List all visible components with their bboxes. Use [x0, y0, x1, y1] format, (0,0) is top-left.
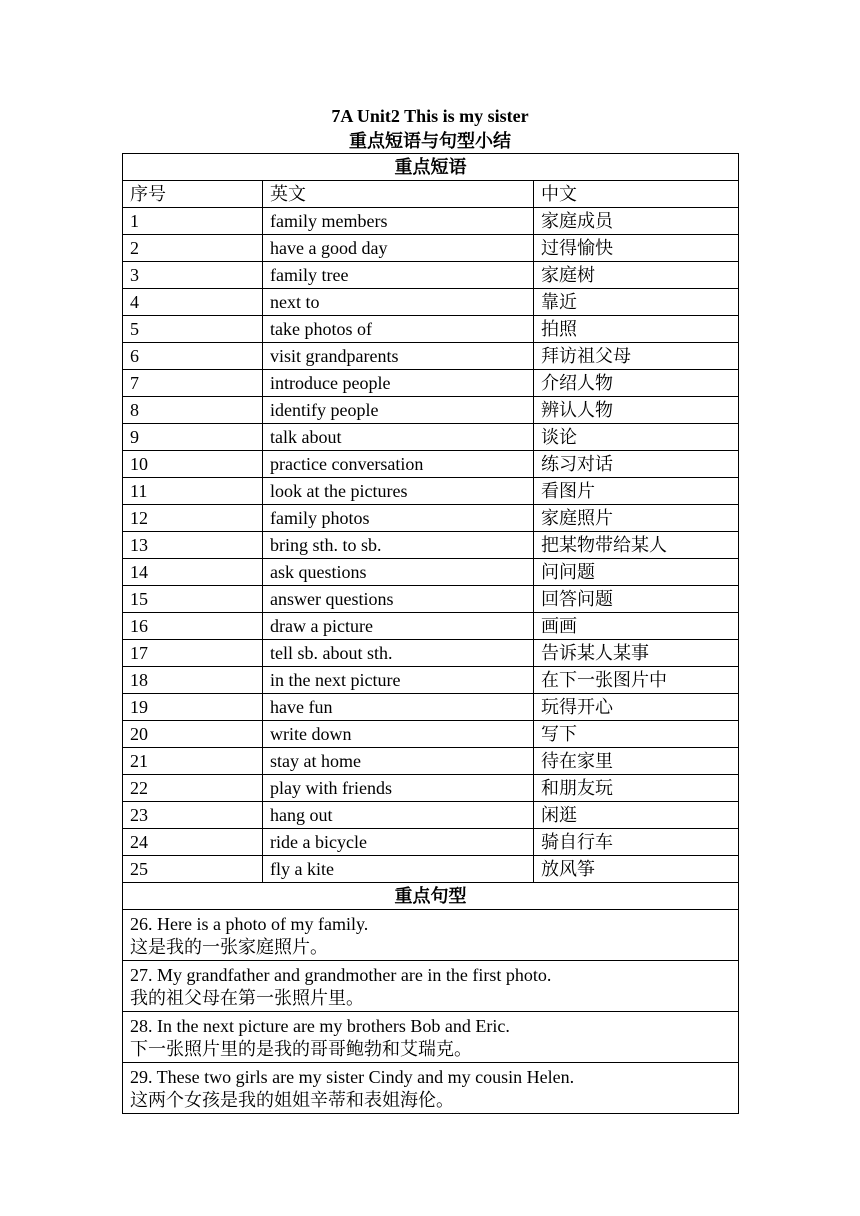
- phrase-row: [123, 559, 739, 586]
- phrase-row: [123, 640, 739, 667]
- phrase-english: next to: [263, 289, 534, 316]
- phrase-row: [123, 343, 739, 370]
- sentence-row: [123, 1063, 739, 1114]
- phrase-english: family members: [263, 208, 534, 235]
- phrase-english: answer questions: [263, 586, 534, 613]
- phrase-chinese: 放风筝: [534, 856, 739, 883]
- phrase-chinese: 家庭成员: [534, 208, 739, 235]
- phrase-number: 6: [123, 343, 263, 370]
- sentence-row: [123, 910, 739, 961]
- phrase-number: 4: [123, 289, 263, 316]
- phrase-row: [123, 451, 739, 478]
- phrase-number: 17: [123, 640, 263, 667]
- phrase-number: 25: [123, 856, 263, 883]
- phrase-row: [123, 829, 739, 856]
- phrase-number: 24: [123, 829, 263, 856]
- phrase-english: ride a bicycle: [263, 829, 534, 856]
- phrase-number: 2: [123, 235, 263, 262]
- phrase-chinese: 回答问题: [534, 586, 739, 613]
- phrase-row: [123, 289, 739, 316]
- phrase-chinese: 过得愉快: [534, 235, 739, 262]
- phrase-row: [123, 478, 739, 505]
- phrase-row: [123, 397, 739, 424]
- phrase-english: look at the pictures: [263, 478, 534, 505]
- phrase-row: [123, 424, 739, 451]
- phrase-number: 16: [123, 613, 263, 640]
- phrase-chinese: 谈论: [534, 424, 739, 451]
- phrase-number: 21: [123, 748, 263, 775]
- sentence-chinese: 这是我的一张家庭照片。: [130, 936, 328, 957]
- phrase-chinese: 练习对话: [534, 451, 739, 478]
- phrase-english: take photos of: [263, 316, 534, 343]
- phrase-row: [123, 208, 739, 235]
- phrase-number: 7: [123, 370, 263, 397]
- header-row: [123, 181, 739, 208]
- phrases-section-row: [123, 154, 739, 181]
- phrase-row: [123, 262, 739, 289]
- phrase-row: [123, 775, 739, 802]
- phrase-chinese: 看图片: [534, 478, 739, 505]
- sentence-cell: [123, 1012, 739, 1063]
- phrase-chinese: 介绍人物: [534, 370, 739, 397]
- phrase-row: [123, 694, 739, 721]
- phrase-number: 23: [123, 802, 263, 829]
- header-english: 英文: [263, 181, 534, 208]
- phrase-number: 12: [123, 505, 263, 532]
- phrase-english: identify people: [263, 397, 534, 424]
- phrase-english: in the next picture: [263, 667, 534, 694]
- phrase-row: [123, 586, 739, 613]
- phrase-chinese: 和朋友玩: [534, 775, 739, 802]
- phrase-number: 14: [123, 559, 263, 586]
- phrase-english: stay at home: [263, 748, 534, 775]
- phrase-chinese: 画画: [534, 613, 739, 640]
- phrase-number: 8: [123, 397, 263, 424]
- phrase-chinese: 家庭树: [534, 262, 739, 289]
- sentence-cell: [123, 1063, 739, 1114]
- phrase-number: 19: [123, 694, 263, 721]
- phrase-row: [123, 667, 739, 694]
- phrase-row: [123, 802, 739, 829]
- sentence-cell: [123, 910, 739, 961]
- phrases-section-heading: 重点短语: [123, 154, 739, 181]
- phrase-chinese: 写下: [534, 721, 739, 748]
- phrase-chinese: 在下一张图片中: [534, 667, 739, 694]
- phrase-number: 5: [123, 316, 263, 343]
- sentence-row: [123, 961, 739, 1012]
- phrase-row: [123, 505, 739, 532]
- sentences-section-row: [123, 883, 739, 910]
- phrase-english: play with friends: [263, 775, 534, 802]
- phrase-chinese: 告诉某人某事: [534, 640, 739, 667]
- phrase-english: family tree: [263, 262, 534, 289]
- phrase-chinese: 骑自行车: [534, 829, 739, 856]
- sentence-cell: [123, 961, 739, 1012]
- phrase-chinese: 问问题: [534, 559, 739, 586]
- phrase-english: have fun: [263, 694, 534, 721]
- phrase-chinese: 拜访祖父母: [534, 343, 739, 370]
- phrase-english: visit grandparents: [263, 343, 534, 370]
- phrase-row: [123, 532, 739, 559]
- phrase-english: practice conversation: [263, 451, 534, 478]
- summary-table: [122, 153, 739, 1114]
- phrase-chinese: 家庭照片: [534, 505, 739, 532]
- phrase-chinese: 辨认人物: [534, 397, 739, 424]
- header-number: 序号: [123, 181, 263, 208]
- phrase-number: 3: [123, 262, 263, 289]
- phrase-english: draw a picture: [263, 613, 534, 640]
- sentence-row: [123, 1012, 739, 1063]
- sentence-english: 29. These two girls are my sister Cindy and my cousin Helen.: [130, 1066, 575, 1087]
- phrase-row: [123, 370, 739, 397]
- phrase-english: talk about: [263, 424, 534, 451]
- phrase-row: [123, 235, 739, 262]
- document-subtitle: 重点短语与句型小结: [349, 131, 511, 151]
- phrase-english: bring sth. to sb.: [263, 532, 534, 559]
- phrase-number: 20: [123, 721, 263, 748]
- sentence-english: 26. Here is a photo of my family.: [130, 913, 369, 934]
- sentence-chinese: 下一张照片里的是我的哥哥鲍勃和艾瑞克。: [130, 1038, 472, 1059]
- phrase-number: 13: [123, 532, 263, 559]
- phrase-chinese: 玩得开心: [534, 694, 739, 721]
- phrase-english: tell sb. about sth.: [263, 640, 534, 667]
- phrase-chinese: 待在家里: [534, 748, 739, 775]
- phrase-chinese: 拍照: [534, 316, 739, 343]
- phrase-number: 9: [123, 424, 263, 451]
- phrase-number: 1: [123, 208, 263, 235]
- sentence-english: 28. In the next picture are my brothers Bob and Eric.: [130, 1015, 510, 1036]
- phrase-chinese: 闲逛: [534, 802, 739, 829]
- document-title: 7A Unit2 This is my sister: [331, 106, 529, 126]
- phrase-english: fly a kite: [263, 856, 534, 883]
- phrase-row: [123, 748, 739, 775]
- phrase-chinese: 靠近: [534, 289, 739, 316]
- header-chinese: 中文: [534, 181, 739, 208]
- summary-table-body: [123, 154, 739, 1114]
- phrase-number: 22: [123, 775, 263, 802]
- phrase-row: [123, 721, 739, 748]
- phrase-english: have a good day: [263, 235, 534, 262]
- phrase-number: 15: [123, 586, 263, 613]
- sentence-chinese: 这两个女孩是我的姐姐辛蒂和表姐海伦。: [130, 1089, 454, 1110]
- phrase-english: ask questions: [263, 559, 534, 586]
- phrase-english: family photos: [263, 505, 534, 532]
- sentence-chinese: 我的祖父母在第一张照片里。: [130, 987, 364, 1008]
- sentences-section-heading: 重点句型: [123, 883, 739, 910]
- phrase-english: hang out: [263, 802, 534, 829]
- phrase-english: introduce people: [263, 370, 534, 397]
- phrase-row: [123, 856, 739, 883]
- phrase-chinese: 把某物带给某人: [534, 532, 739, 559]
- sentence-english: 27. My grandfather and grandmother are in the first photo.: [130, 964, 552, 985]
- phrase-english: write down: [263, 721, 534, 748]
- phrase-number: 11: [123, 478, 263, 505]
- phrase-row: [123, 613, 739, 640]
- phrase-number: 18: [123, 667, 263, 694]
- phrase-number: 10: [123, 451, 263, 478]
- phrase-row: [123, 316, 739, 343]
